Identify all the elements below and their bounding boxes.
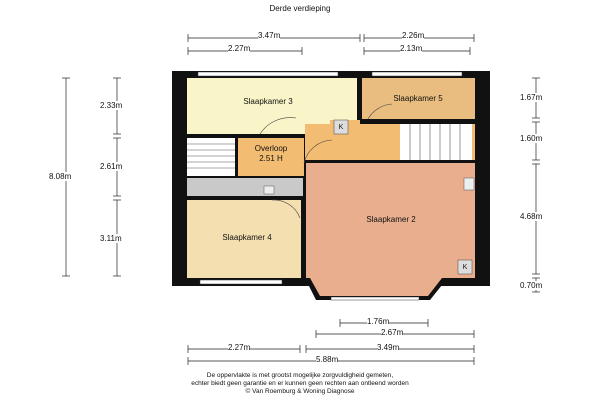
label-kast-2: K bbox=[462, 264, 468, 271]
dim-bay-1: 1.76m bbox=[367, 317, 390, 326]
dim-top-right-inner: 2.13m bbox=[400, 44, 423, 53]
dim-bay-2: 2.67m bbox=[381, 328, 404, 337]
dim-left-total: 8.08m bbox=[49, 172, 72, 181]
label-slaapkamer-2: Slaapkamer 2 bbox=[366, 215, 416, 224]
label-slaapkamer-5: Slaapkamer 5 bbox=[393, 94, 443, 103]
dim-right-3: 4.68m bbox=[520, 212, 543, 221]
floor-title: Derde verdieping bbox=[269, 4, 331, 13]
dim-bottom-right: 3.49m bbox=[377, 343, 400, 352]
label-slaapkamer-4: Slaapkamer 4 bbox=[222, 233, 272, 242]
label-kast-1: K bbox=[338, 124, 344, 131]
dim-left-1: 2.33m bbox=[100, 101, 123, 110]
label-overloop: Overloop bbox=[254, 144, 288, 153]
label-overloop-height: 2.51 H bbox=[259, 154, 283, 163]
dim-top-left-outer: 3.47m bbox=[258, 31, 281, 40]
room-bathroom bbox=[187, 178, 303, 196]
dim-top-left-inner: 2.27m bbox=[228, 44, 251, 53]
dim-bottom-left: 2.27m bbox=[228, 343, 251, 352]
dim-bottom-total: 5.88m bbox=[316, 355, 339, 364]
stairs-right bbox=[400, 124, 472, 160]
footer-line-1: De oppervlakte is met grootst mogelijke zorgvuldigheid gemeten, bbox=[206, 372, 394, 379]
footer-line-3: © Van Roemburg & Woning Diagnose bbox=[245, 388, 355, 395]
footer-line-2: echter biedt geen garantie en er kunnen geen rechten aan ontleend worden bbox=[191, 380, 409, 387]
dim-left-2: 2.61m bbox=[100, 162, 123, 171]
dim-right-2: 1.60m bbox=[520, 134, 543, 143]
dim-top-right-outer: 2.26m bbox=[402, 31, 425, 40]
dim-right-1: 1.67m bbox=[520, 93, 543, 102]
dim-left-3: 3.11m bbox=[100, 234, 122, 243]
dim-right-4: 0.70m bbox=[520, 281, 543, 290]
label-slaapkamer-3: Slaapkamer 3 bbox=[243, 97, 293, 106]
